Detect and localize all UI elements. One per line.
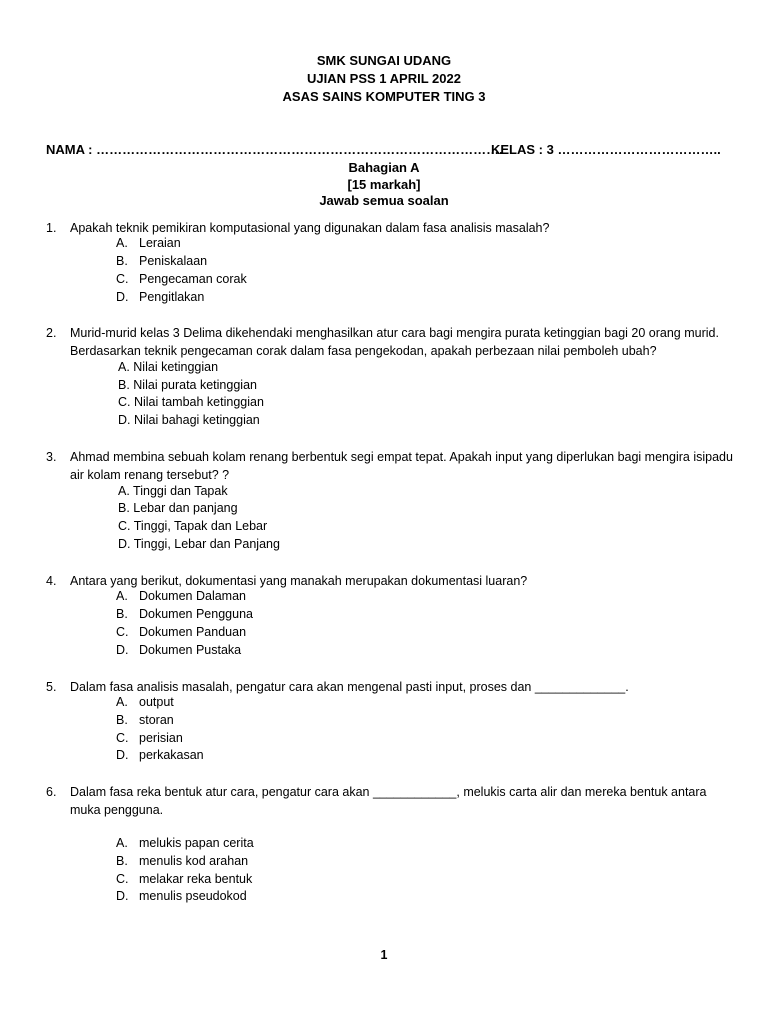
option-text: perisian [139, 731, 183, 745]
option-text: Pengitlakan [139, 290, 205, 304]
question-text: Antara yang berikut, dokumentasi yang manakah merupakan dokumentasi luaran? [70, 574, 528, 588]
option-d: D. Tinggi, Lebar dan Panjang [118, 537, 280, 551]
option-d: D. Nilai bahagi ketinggian [118, 413, 260, 427]
option-c [116, 625, 246, 639]
question-6 [46, 783, 736, 819]
option-b: B. Lebar dan panjang [118, 501, 238, 515]
option-letter: D. [116, 290, 129, 304]
question-1 [46, 219, 736, 237]
exam-title: UJIAN PSS 1 APRIL 2022 [307, 71, 461, 86]
option-b [116, 254, 207, 268]
section-instruction: Jawab semua soalan [319, 193, 449, 208]
option-text: menulis pseudokod [139, 889, 247, 903]
option-c [116, 272, 247, 286]
option-letter: A. [116, 236, 128, 250]
option-letter: C. [116, 731, 129, 745]
option-text: output [139, 695, 174, 709]
section-name: Bahagian A [348, 160, 420, 175]
option-d [116, 889, 247, 903]
question-text: Murid-murid kelas 3 Delima dikehendaki menghasilkan atur cara bagi mengira purata ketinggian bagi 20 orang murid. Berdasarkan teknik pengecaman corak dalam fasa pengekodan, apakah perbezaan nilai pemboleh ubah? [70, 326, 719, 358]
section-marks: [15 markah] [347, 177, 421, 192]
option-letter: B. [116, 607, 128, 621]
option-letter: C. [116, 272, 129, 286]
question-number: 6. [46, 785, 57, 799]
option-letter: B. [116, 713, 128, 727]
option-d [116, 748, 204, 762]
question-2 [46, 324, 736, 360]
option-letter: C. [116, 625, 129, 639]
name-field-label: NAMA : …………………………………………………………………………………. [46, 142, 503, 157]
option-letter: B. [116, 254, 128, 268]
option-text: perkakasan [139, 748, 204, 762]
option-d [116, 643, 241, 657]
option-a [116, 695, 174, 709]
question-text: Apakah teknik pemikiran komputasional yang digunakan dalam fasa analisis masalah? [70, 221, 550, 235]
option-text: storan [139, 713, 174, 727]
question-number: 4. [46, 574, 57, 588]
option-text: melakar reka bentuk [139, 872, 253, 886]
option-letter: A. [116, 695, 128, 709]
option-b [116, 713, 174, 727]
subject-title: ASAS SAINS KOMPUTER TING 3 [282, 89, 486, 104]
class-field-label: KELAS : 3 ……………………………….. [491, 142, 721, 157]
school-name: SMK SUNGAI UDANG [316, 53, 452, 68]
option-c: C. Nilai tambah ketinggian [118, 395, 264, 409]
question-number: 2. [46, 326, 57, 340]
option-text: menulis kod arahan [139, 854, 249, 868]
option-c [116, 872, 252, 886]
option-b: B. Nilai purata ketinggian [118, 378, 257, 392]
option-a [116, 589, 246, 603]
option-b [116, 607, 253, 621]
option-text: Peniskalaan [139, 254, 208, 268]
option-a [116, 836, 254, 850]
option-d [116, 290, 204, 304]
option-letter: A. [116, 589, 128, 603]
question-number: 3. [46, 450, 57, 464]
option-text: Dokumen Dalaman [139, 589, 246, 603]
option-a: A. Nilai ketinggian [118, 360, 219, 374]
question-text: Dalam fasa reka bentuk atur cara, pengatur cara akan ____________, melukis carta alir dan mereka bentuk antara muka pengguna. [70, 785, 707, 817]
question-number: 5. [46, 680, 57, 694]
option-letter: D. [116, 643, 129, 657]
option-b [116, 854, 248, 868]
question-text: Dalam fasa analisis masalah, pengatur cara akan mengenal pasti input, proses dan _____________. [70, 680, 629, 694]
option-text: Dokumen Pengguna [139, 607, 253, 621]
option-text: melukis papan cerita [139, 836, 254, 850]
option-text: Dokumen Pustaka [139, 643, 242, 657]
option-letter: B. [116, 854, 128, 868]
page-number: 1 [380, 948, 388, 962]
question-text: Ahmad membina sebuah kolam renang berbentuk segi empat tepat. Apakah input yang diperlukan bagi mengira isipadu air kolam renang tersebut? ? [70, 450, 733, 482]
option-a [116, 236, 181, 250]
option-letter: A. [116, 836, 128, 850]
option-letter: C. [116, 872, 129, 886]
option-letter: D. [116, 889, 129, 903]
question-3 [46, 448, 736, 484]
option-c [116, 731, 183, 745]
option-c: C. Tinggi, Tapak dan Lebar [118, 519, 268, 533]
option-a: A. Tinggi dan Tapak [118, 484, 228, 498]
option-text: Dokumen Panduan [139, 625, 247, 639]
question-4 [46, 572, 736, 590]
option-text: Pengecaman corak [139, 272, 247, 286]
question-5 [46, 678, 736, 696]
option-letter: D. [116, 748, 129, 762]
question-number: 1. [46, 221, 57, 235]
option-text: Leraian [139, 236, 181, 250]
